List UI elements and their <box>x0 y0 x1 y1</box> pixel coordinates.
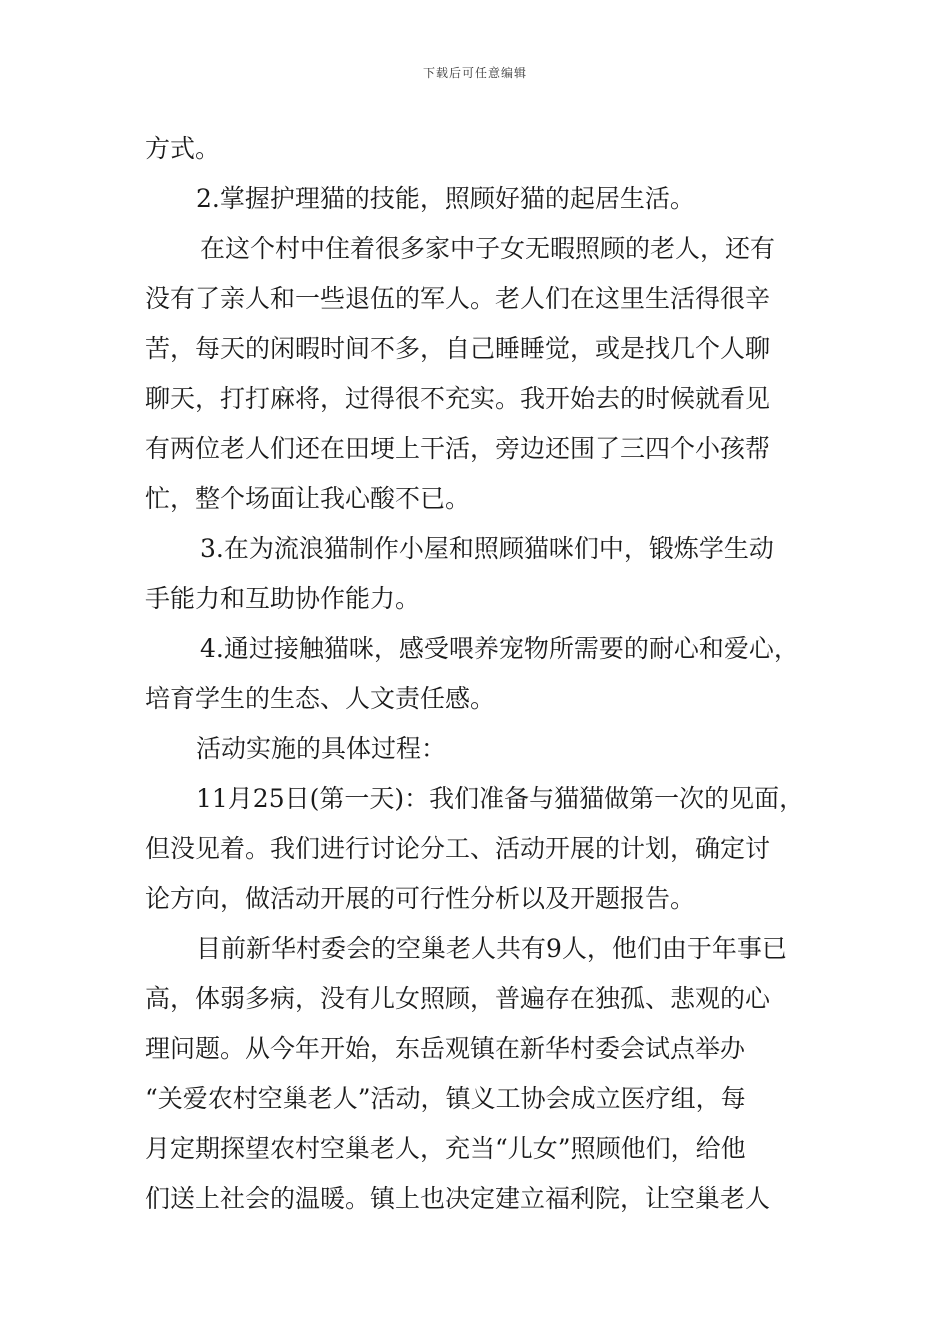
text-line: 论方向，做活动开展的可行性分析以及开题报告。 <box>145 884 696 913</box>
text-line: 目前新华村委会的空巢老人共有9人，他们由于年事已 <box>196 934 787 963</box>
text-line: 方式。 <box>145 134 221 163</box>
text-line: 有两位老人们还在田埂上干活，旁边还围了三四个小孩帮 <box>145 434 771 463</box>
text-line: 理问题。从今年开始，东岳观镇在新华村委会试点举办 <box>145 1034 746 1063</box>
text-line: 月定期探望农村空巢老人，充当“儿女”照顾他们，给他 <box>145 1134 746 1163</box>
text-line: 苦，每天的闲暇时间不多，自己睡睡觉，或是找几个人聊 <box>145 334 771 363</box>
text-line: 手能力和互助协作能力。 <box>145 584 421 613</box>
text-line: 聊天，打打麻将，过得很不充实。我开始去的时候就看见 <box>145 384 771 413</box>
text-line: 们送上社会的温暖。镇上也决定建立福利院，让空巢老人 <box>145 1184 771 1213</box>
text-line: 活动实施的具体过程： <box>196 734 447 763</box>
text-line: 11月25日(第一天)：我们准备与猫猫做第一次的见面， <box>196 784 805 813</box>
text-line: 培育学生的生态、人文责任感。 <box>145 684 496 713</box>
text-line: 没有了亲人和一些退伍的军人。老人们在这里生活得很辛 <box>145 284 771 313</box>
text-line: 忙，整个场面让我心酸不已。 <box>145 484 471 513</box>
text-line: 在这个村中住着很多家中子女无暇照顾的老人，还有 <box>200 234 776 263</box>
page-header: 下载后可任意编辑 <box>422 66 527 80</box>
text-line: 高，体弱多病，没有儿女照顾，普遍存在独孤、悲观的心 <box>145 984 771 1013</box>
text-line: 4.通过接触猫咪，感受喂养宠物所需要的耐心和爱心， <box>200 634 799 663</box>
text-line: “关爱农村空巢老人”活动，镇义工协会成立医疗组，每 <box>145 1084 746 1113</box>
text-line: 2.掌握护理猫的技能，照顾好猫的起居生活。 <box>196 184 695 213</box>
text-line: 但没见着。我们进行讨论分工、活动开展的计划，确定讨 <box>145 834 771 863</box>
text-line: 3.在为流浪猫制作小屋和照顾猫咪们中，锻炼学生动 <box>200 534 774 563</box>
